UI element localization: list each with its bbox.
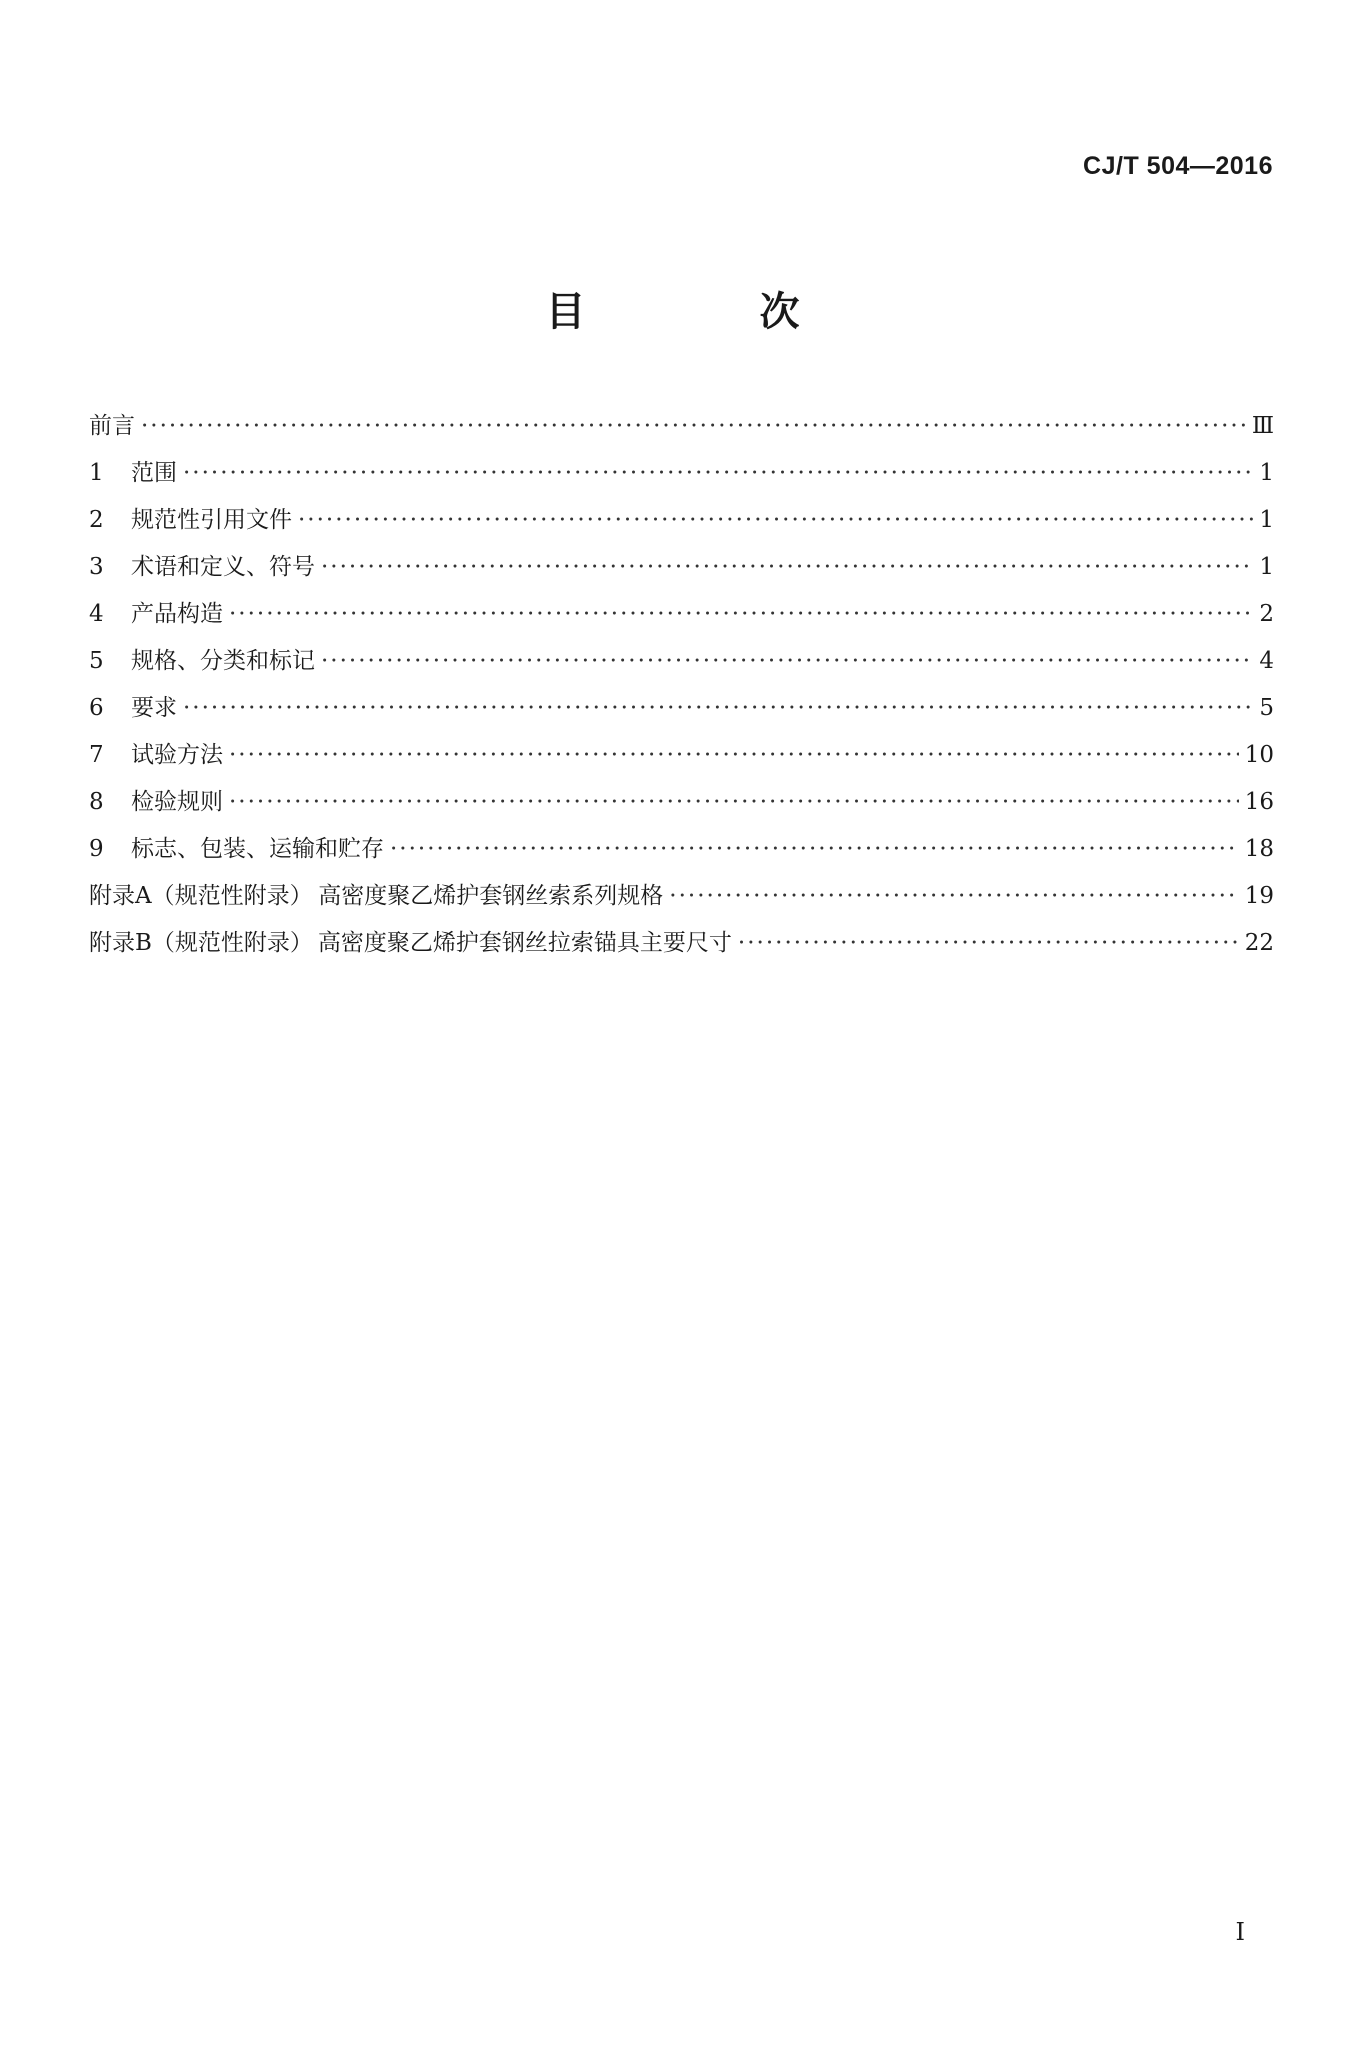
toc-leader-dots [141,403,1246,450]
toc-entry-page: 1 [1259,507,1274,533]
page-title: 目 次 [545,289,880,335]
toc-entry-preface[interactable] [89,403,1274,450]
toc-entry-4[interactable] [89,591,1274,638]
toc-entry-9[interactable] [89,826,1274,873]
toc-entry-number: 6 [89,695,104,721]
page-number: I [1235,1918,1245,1946]
toc-entry-page: 2 [1259,601,1274,627]
toc-entry-3[interactable] [89,544,1274,591]
toc-entry-page: 1 [1259,460,1274,486]
toc-entry-number: 4 [89,601,104,627]
toc-entry-number: 2 [89,507,104,533]
toc-entry-number: 3 [89,554,104,580]
toc-leader-dots [183,450,1253,497]
toc-entry-number: 9 [89,836,104,862]
toc-entry-label: 产品构造 [131,601,223,627]
toc-entry-label: 要求 [131,695,177,721]
toc-entry-sublabel: 高密度聚乙烯护套钢丝拉索锚具主要尺寸 [317,930,732,956]
toc-entry-appendix-b[interactable] [89,920,1274,967]
toc-entry-label: 标志、包装、运输和贮存 [131,836,384,862]
toc-leader-dots [229,732,1239,779]
toc-entry-label: 检验规则 [131,789,223,815]
toc-entry-number: 1 [89,460,104,486]
toc-entry-page: 5 [1259,695,1274,721]
toc-leader-dots [321,638,1253,685]
toc-leader-dots [390,826,1239,873]
toc-entry-7[interactable] [89,732,1274,779]
toc-leader-dots [669,873,1238,920]
toc-leader-dots [229,779,1239,826]
toc-entry-page: 4 [1259,648,1274,674]
toc-entry-label: 规范性引用文件 [131,507,292,533]
toc-entry-sublabel: 高密度聚乙烯护套钢丝索系列规格 [318,883,664,909]
toc-entry-label: 范围 [131,460,177,486]
toc-entry-number: 7 [89,742,104,768]
toc-entry-label: 试验方法 [131,742,223,768]
toc-entry-page: 1 [1259,554,1274,580]
toc-entry-number: 5 [89,648,104,674]
toc-entry-5[interactable] [89,638,1274,685]
toc-entry-6[interactable] [89,685,1274,732]
toc-entry-number: 8 [89,789,104,815]
toc-entry-page: 10 [1244,742,1274,768]
toc-entry-page: 18 [1244,836,1274,862]
toc-entry-1[interactable] [89,450,1274,497]
toc-entry-label: 术语和定义、符号 [131,554,315,580]
toc-entry-8[interactable] [89,779,1274,826]
toc-entry-2[interactable] [89,497,1274,544]
toc-entry-page: 22 [1244,930,1274,956]
toc-leader-dots [321,544,1253,591]
toc-leader-dots [229,591,1253,638]
table-of-contents [89,403,1274,967]
toc-entry-page: 16 [1244,789,1274,815]
toc-entry-page: Ⅲ [1251,413,1274,439]
toc-entry-label: 附录A（规范性附录） [89,883,313,909]
toc-leader-dots [183,685,1253,732]
toc-entry-page: 19 [1244,883,1274,909]
toc-entry-label: 前言 [89,413,135,439]
toc-entry-label: 附录B（规范性附录） [89,930,313,956]
standard-number: CJ/T 504—2016 [1083,152,1273,180]
toc-leader-dots [738,920,1239,967]
toc-entry-label: 规格、分类和标记 [131,648,315,674]
toc-leader-dots [298,497,1253,544]
toc-entry-appendix-a[interactable] [89,873,1274,920]
